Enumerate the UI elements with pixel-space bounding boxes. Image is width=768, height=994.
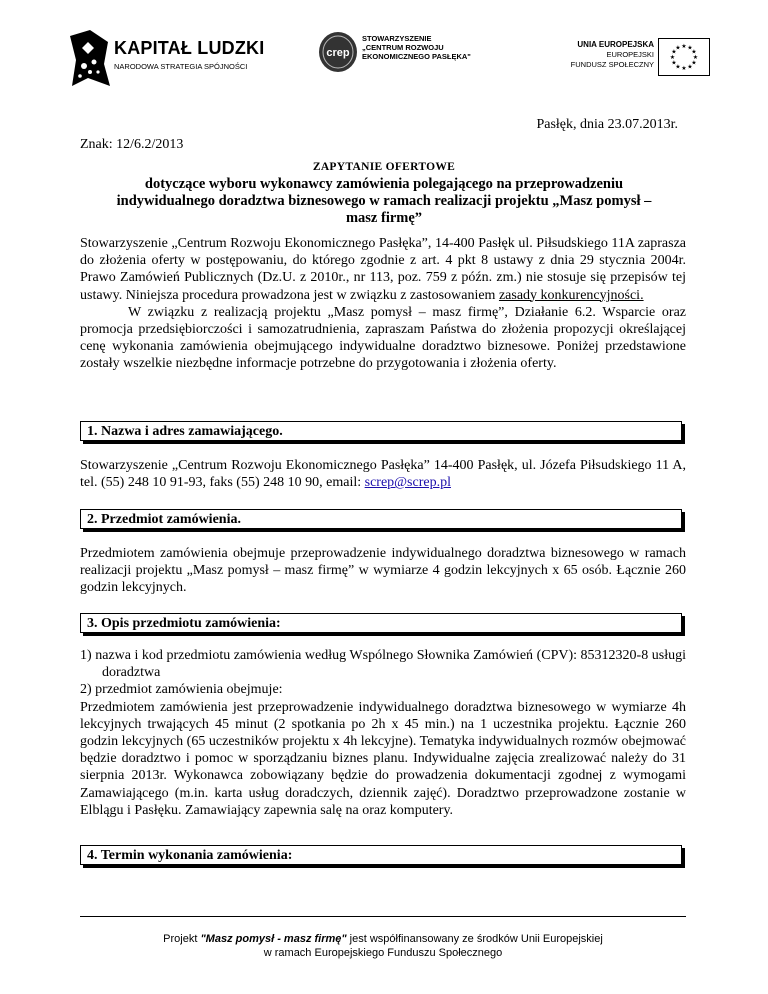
document-title: dotyczące wyboru wykonawcy zamówienia polegającego na przeprowadzeniu indywidualnego doradztwa biznesowego w ramach realizacji projektu „Masz pomysł – masz firmę”: [116, 176, 652, 226]
crep-emblem-icon: [318, 30, 358, 74]
svg-text:★: ★: [691, 59, 697, 67]
section-2-text: Przedmiotem zamówienia obejmuje przeprowadzenie indywidualnego doradztwa biznesowego w ramach realizacji projektu „Masz pomysł – masz firmę” w wymiarze 4 godzin lekcyjnych x 65 osób. Łącznie 260 godzin lekcyjnych.: [80, 546, 686, 596]
section-3-item-1: 1) nazwa i kod przedmiotu zamówienia według Wspólnego Słownika Zamówień (CPV): 85312320-8 usługi doradztwa: [80, 648, 686, 681]
section-3-item-2: 2) przedmiot zamówienia obejmuje:: [80, 682, 283, 698]
document-reference: Znak: 12/6.2/2013: [80, 137, 184, 152]
intro-paragraph-1-text: Stowarzyszenie „Centrum Rozwoju Ekonomicznego Pasłęka”, 14-400 Pasłęk ul. Piłsudskiego 11A zaprasza do złożenia oferty w postępowaniu, do którego zgodnie z art. 4 pkt 8 ustawy z dnia 29 stycznia 2004r. Prawo Zamówień Publicznych (Dz.U. z 2010r., nr 113, poz. 759 z późn. zm.) nie stosuje się przepisów tej ustawy. Niniejsza procedura prowadzona jest w związku z zastosowaniem: [80, 236, 686, 303]
crep-text: [362, 34, 471, 61]
footer-divider: [80, 916, 686, 917]
document-date: Pasłęk, dnia 23.07.2013r.: [536, 117, 678, 132]
footer-line-2: w ramach Europejskiego Funduszu Społecznego: [263, 947, 503, 959]
svg-text:★: ★: [671, 59, 677, 67]
section-1-body: [80, 457, 686, 491]
svg-text:★: ★: [681, 43, 687, 50]
section-4-heading: 4. Termin wykonania zamówienia:: [80, 845, 682, 865]
eu-title: UNIA EUROPEJSKA: [577, 40, 654, 49]
crep-badge-text: crep: [326, 47, 350, 59]
kapital-ludzki-emblem-icon: [68, 28, 112, 88]
svg-text:★: ★: [687, 44, 693, 52]
eu-logo: [560, 38, 710, 82]
eu-flag-icon: [658, 38, 710, 76]
svg-text:★: ★: [669, 54, 676, 61]
intro-section: [80, 235, 686, 373]
kapital-ludzki-logo: [68, 28, 268, 90]
svg-text:★: ★: [675, 44, 681, 52]
intro-paragraph-1: [80, 235, 686, 304]
eu-text: [571, 40, 654, 70]
section-3-text: Przedmiotem zamówienia jest przeprowadzenie indywidualnego doradztwa biznesowego w wymiarze 4h lekcyjnych trwających 45 minut (2 spotkania po 2h x 45 min.) na 1 uczestnika projektu. Łącznie 260 godzin lekcyjnych (65 uczestników projektu x 4h lekcyjne). Tematyka indywidualnych rozmów obejmować będzie doradztwo i pomoc w sporządzaniu biznes planu. Indywidualne zajęcia zrealizować należy do 31 sierpnia 2013r. Wykonawca zobowiązany będzie do prowadzenia dokumentacji zgodnej z wymogami Zamawiającego (m.in. karta usług doradczych, dziennik zajęć). Doradztwo przeprowadzone zostanie w Elblągu i Pasłęku. Zamawiający zapewnia salę na oraz komputery.: [80, 699, 686, 818]
section-2-heading: 2. Przedmiot zamówienia.: [80, 509, 682, 529]
competitiveness-principle-link[interactable]: zasady konkurencyjności.: [498, 287, 644, 303]
crep-line-2: „CENTRUM ROZWOJU: [362, 43, 444, 52]
footer-project-name: "Masz pomysł - masz firmę": [200, 933, 347, 945]
svg-text:★: ★: [675, 63, 681, 71]
section-3-body: [80, 647, 686, 819]
kapital-ludzki-title: KAPITAŁ LUDZKI: [114, 38, 265, 58]
footer: [80, 932, 686, 960]
email-link[interactable]: screp@screp.pl: [364, 475, 451, 491]
document-type-heading: ZAPYTANIE OFERTOWE: [312, 161, 456, 173]
svg-text:★: ★: [671, 48, 677, 56]
svg-text:★: ★: [681, 65, 687, 72]
kapital-ludzki-subtitle: NARODOWA STRATEGIA SPÓJNOŚCI: [114, 62, 248, 71]
crep-line-1: STOWARZYSZENIE: [362, 34, 432, 43]
crep-line-3: EKONOMICZNEGO PASŁĘKA": [362, 52, 471, 61]
intro-paragraph-2: W związku z realizacją projektu „Masz pomysł – masz firmę”, Działanie 6.2. Wsparcie oraz promocja przedsiębiorczości i samozatrudnienia, zapraszam Państwa do złożenia propozycji określającej cenę wykonania zamówienia obejmującego indywidualne doradztwo biznesowe. Poniżej przedstawione zostały wszelkie niezbędne informacje potrzebne do przygotowania i złożenia oferty.: [80, 304, 686, 372]
svg-text:★: ★: [692, 54, 699, 61]
section-1-heading: 1. Nazwa i adres zamawiającego.: [80, 421, 682, 441]
eu-line-2: EUROPEJSKI: [606, 50, 654, 59]
footer-line-1-pre: Projekt: [163, 933, 201, 945]
page-number: [722, 830, 742, 910]
svg-text:★: ★: [691, 48, 697, 56]
section-3-heading: 3. Opis przedmiotu zamówienia:: [80, 613, 682, 633]
eu-line-3: FUNDUSZ SPOŁECZNY: [570, 60, 654, 69]
crep-logo: [318, 30, 498, 78]
section-2-body: [80, 545, 686, 597]
svg-text:★: ★: [687, 63, 693, 71]
section-1-text: Stowarzyszenie „Centrum Rozwoju Ekonomicznego Pasłęka” 14-400 Pasłęk, ul. Józefa Piłsudskiego 11 A, tel. (55) 248 10 91-93, faks (55) 248 10 90, email:: [80, 458, 686, 491]
footer-line-1-post: jest współfinansowany ze środków Unii Europejskiej: [346, 933, 603, 945]
